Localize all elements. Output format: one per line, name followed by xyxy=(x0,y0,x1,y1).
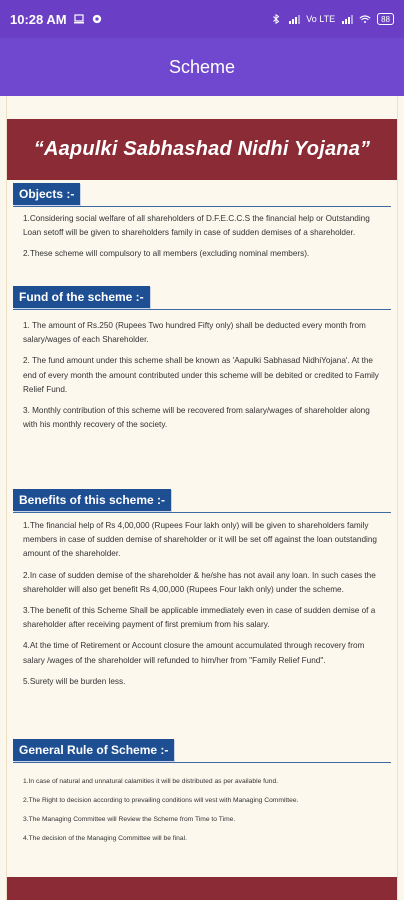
wifi-icon xyxy=(359,14,371,24)
general-heading xyxy=(13,739,174,761)
list-item: 1. The amount of Rs.250 (Rupees Two hundred Fifty only) shall be deducted every month from salary/wages of each Shareholder. xyxy=(23,321,366,345)
objects-list xyxy=(23,212,381,269)
general-divider xyxy=(13,762,391,763)
list-item: 4.At the time of Retirement or Account closure the amount accumulated through recovery from salary /wages of the shareholder will refunded to him/her from "Family Relief Fund". xyxy=(23,641,365,665)
scheme-content[interactable] xyxy=(0,96,404,900)
objects-heading-label: Objects :- xyxy=(19,187,75,201)
laptop-icon xyxy=(73,14,85,24)
objects-divider xyxy=(13,206,391,207)
status-left xyxy=(10,12,103,27)
banner-title: “Aapulki Sabhashad Nidhi Yojana” xyxy=(33,138,371,160)
signal-icon-2 xyxy=(341,14,353,24)
benefits-list xyxy=(23,519,381,696)
status-right xyxy=(270,13,394,25)
objects-heading xyxy=(13,183,80,205)
benefits-heading-label: Benefits of this scheme :- xyxy=(19,493,166,507)
chrome-icon xyxy=(91,14,103,24)
fund-list xyxy=(23,319,381,439)
list-item: 3. Monthly contribution of this scheme will be recovered from salary/wages of shareholder along with his monthly recovery of the society. xyxy=(23,406,370,430)
status-time: 10:28 AM xyxy=(10,11,67,27)
general-heading-label: General Rule of Scheme :- xyxy=(19,743,169,757)
fund-heading xyxy=(13,286,150,308)
list-item: 1.The financial help of Rs 4,00,000 (Rupees Four lakh only) will be given to shareholders family members in case of sudden demise of shareholder or it will be set off against the loan outstanding amount of the shareholder. xyxy=(23,521,377,559)
list-item: 3.The Managing Committee will Review the Scheme from Time to Time. xyxy=(23,816,236,823)
fund-heading-label: Fund of the scheme :- xyxy=(19,290,144,304)
list-item: 2.In case of sudden demise of the shareholder & he/she has not avail any loan. In such cases the shareholder will also get benefit Rs 4,00,000 (Rupees Four lakh only) under the scheme. xyxy=(23,570,376,594)
benefits-divider xyxy=(13,512,391,513)
list-item: 5.Surety will be burden less. xyxy=(23,676,126,686)
list-item: 4.The decision of the Managing Committee will be final. xyxy=(23,835,187,842)
battery-icon: 88 xyxy=(377,13,394,25)
list-item: 3.The benefit of this Scheme Shall be applicable immediately even in case of sudden demise of a shareholder after receiving payment of first premium from his salary. xyxy=(23,606,376,630)
fund-divider xyxy=(13,309,391,310)
scheme-document xyxy=(6,96,398,900)
list-item: 1.Considering social welfare of all shareholders of D.F.E.C.C.S the financial help or Outstanding Loan setoff will be given to shareholders family in case of sudden demises of a shareholder. xyxy=(23,214,370,238)
status-bar xyxy=(0,0,404,38)
page-title: Scheme xyxy=(168,56,236,77)
network-text: Vo LTE xyxy=(306,14,336,24)
bluetooth-icon xyxy=(270,14,282,24)
app-bar xyxy=(0,38,404,96)
list-item: 2. The fund amount under this scheme shall be known as 'Aapulki Sabhasad NidhiYojana'. At the end of every month the amount contributed under this scheme will be debited or credited to Family Relief Fund. xyxy=(23,356,379,394)
scheme-banner xyxy=(7,119,397,180)
benefits-heading xyxy=(13,489,171,511)
general-list xyxy=(23,777,381,853)
list-item: 2.The Right to decision according to prevailing conditions will vest with Managing Committee. xyxy=(23,797,299,804)
signal-icon xyxy=(288,14,300,24)
list-item: 2.These scheme will compulsory to all members (excluding nominal members). xyxy=(23,249,310,259)
document-footer-bar xyxy=(7,877,397,900)
list-item: 1.In case of natural and unnatural calamities it will be distributed as per available fund. xyxy=(23,778,279,785)
